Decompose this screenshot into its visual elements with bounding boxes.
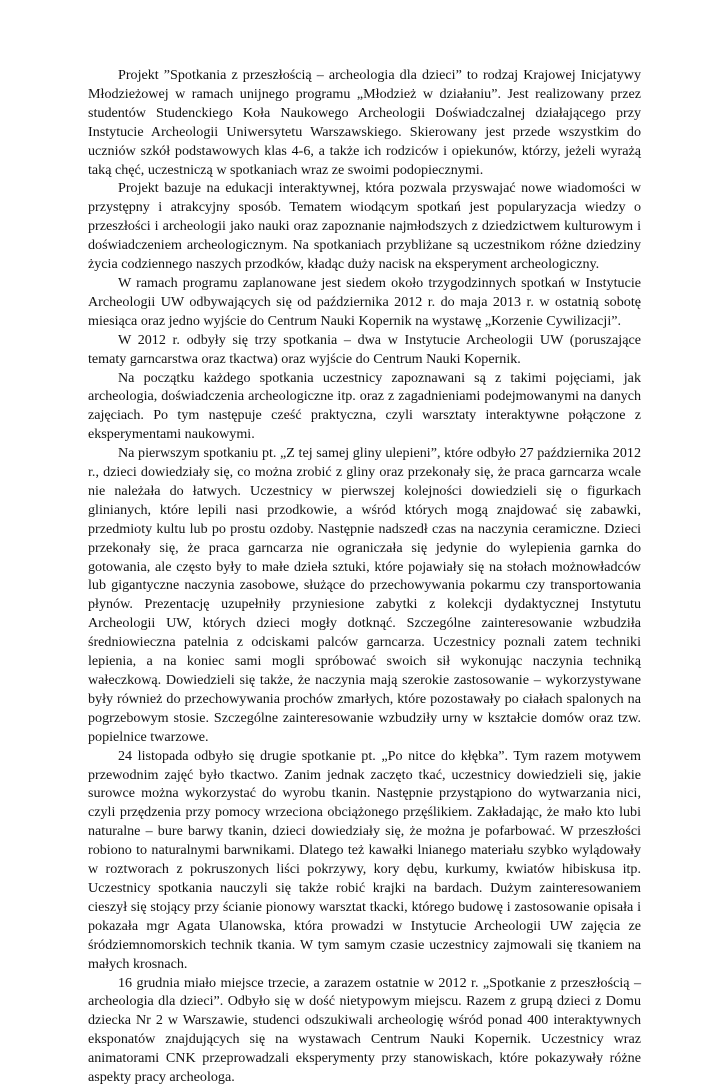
paragraph-interactive-education: Projekt bazuje na edukacji interaktywnej, która pozwala przyswajać nowe wiadomości w przystępny i atrakcyjny sposób. Tematem wiodącym spotkań jest popularyzacja wiedzy o przeszłości i archeologii jako nauki oraz zapoznanie najmłodszych z dziedzictwem kulturowym i doświadczeniem archeologicznym. Na spotkaniach przybliżane są uczestnikom różne dziedziny życia codziennego naszych przodków, kładąc duży nacisk na eksperyment archeologiczny. bbox=[88, 180, 641, 273]
paragraph-project-intro: Projekt ”Spotkania z przeszłością – archeologia dla dzieci” to rodzaj Krajowej Inicjatywy Młodzieżowej w ramach unijnego programu „Młodzież w działaniu”. Jest realizowany przez studentów Studenckiego Koła Naukowego Archeologii Doświadczalnej działającego przy Instytucie Archeologii Uniwersytetu Warszawskiego. Skierowany jest przede wszystkim do uczniów szkół podstawowych klas 4-6, a także ich rodziców i opiekunów, którzy, jeżeli wyrażą taką chęć, uczestniczą w spotkaniach wraz ze swoimi podopiecznymi. bbox=[88, 67, 641, 178]
document-page bbox=[88, 66, 641, 1087]
paragraph-2012-meetings: W 2012 r. odbyły się trzy spotkania – dwa w Instytucie Archeologii UW (poruszające tematy garncarstwa oraz tkactwa) oraz wyjście do Centrum Nauki Kopernik. bbox=[88, 331, 641, 367]
paragraph-first-meeting: Na pierwszym spotkaniu pt. „Z tej samej gliny ulepieni”, które odbyło 27 października 2012 r., dzieci dowiedziały się, co można zrobić z gliny oraz przekonały się, że praca garncarza wcale nie należała do łatwych. Uczestnicy w pierwszej kolejności dowiedzieli się o figurkach glinianych, które lepili nasi przodkowie, a wśród których mogą znajdować się zabawki, przedmioty kultu lub po prostu ozdoby. Następnie nadszedł czas na naczynia ceramiczne. Dzieci przekonały się, że praca garncarza nie ograniczała się jedynie do wylepienia garnka do gotowania, ale często były to małe dzieła sztuki, które pojawiały się na stołach możnowładców lub gigantyczne naczynia zasobowe, służące do przechowywania pokarmu czy transportowania płynów. Prezentację uzupełniły przyniesione zabytki z kolekcji dydaktycznej Instytutu Archeologii UW, których dzieci mogły dotknąć. Szczególne zainteresowanie wzbudziła średniowieczna patelnia z odciskami palców garncarza. Uczestnicy poznali zatem techniki lepienia, a na koniec sami mogli spróbować swoich sił wykonując naczynia techniką wałeczkową. Dowiedzieli się także, że naczynia mają szerokie zastosowanie – wykorzystywane były również do przechowywania prochów zmarłych, które pozostawały po ciałach spalonych na pogrzebowym stosie. Szczególne zainteresowanie wzbudziły urny w kształcie domów oraz tzw. popielnice twarzowe. bbox=[88, 445, 641, 745]
paragraph-program-schedule: W ramach programu zaplanowane jest siedem około trzygodzinnych spotkań w Instytucie Archeologii UW odbywających się od października 2012 r. do maja 2013 r. w ostatnią sobotę miesiąca oraz jedno wyjście do Centrum Nauki Kopernik na wystawę „Korzenie Cywilizacji”. bbox=[88, 274, 641, 329]
paragraph-meeting-structure: Na początku każdego spotkania uczestnicy zapoznawani są z takimi pojęciami, jak archeologia, doświadczenia archeologiczne itp. oraz z zagadnieniami podejmowanymi na danych zajęciach. Po tym następuje cześć praktyczna, czyli warsztaty interaktywne połączone z eksperymentami naukowymi. bbox=[88, 369, 641, 443]
paragraph-third-meeting: 16 grudnia miało miejsce trzecie, a zarazem ostatnie w 2012 r. „Spotkanie z przeszłością – archeologia dla dzieci”. Odbyło się w dość nietypowym miejscu. Razem z grupą dzieci z Domu dziecka Nr 2 w Warszawie, studenci odszukiwali archeologię wśród ponad 400 interaktywnych eksponatów znajdujących się na wystawach Centrum Nauki Kopernik. Uczestnicy wraz animatorami CNK przeprowadzali eksperymenty przy stanowiskach, które pokazywały różne aspekty pracy archeologa. bbox=[88, 974, 641, 1086]
paragraph-second-meeting: 24 listopada odbyło się drugie spotkanie pt. „Po nitce do kłębka”. Tym razem motywem przewodnim zajęć było tkactwo. Zanim jednak zaczęto tkać, uczestnicy dowiedzieli się, jakie surowce można wykorzystać do wyrobu tkanin. Następnie przystąpiono do wytwarzania nici, czyli przędzenia przy pomocy wrzeciona obciążonego przęślikiem. Zakładając, że mało kto lubi naturalne – bure barwy tkanin, dzieci dowiedziały się, że można je pofarbować. W przeszłości robiono to naturalnymi barwnikami. Dlatego też kawałki lnianego materiału szybko wylądowały w roztworach z pokruszonych liści pokrzywy, kory dębu, kurkumy, kwiatów hibiskusa itp. Uczestnicy spotkania nauczyli się także robić krajki na bardach. Dużym zainteresowaniem cieszył się stojący przy ścianie pionowy warsztat tkacki, którego budowę i zastosowanie opisała i pokazała mgr Agata Ulanowska, która prowadzi w Instytucie Archeologii UW zajęcia ze śródziemnomorskich technik tkania. W tym samym czasie uczestnicy zajmowali się tkaniem na małych krosnach. bbox=[88, 747, 641, 972]
